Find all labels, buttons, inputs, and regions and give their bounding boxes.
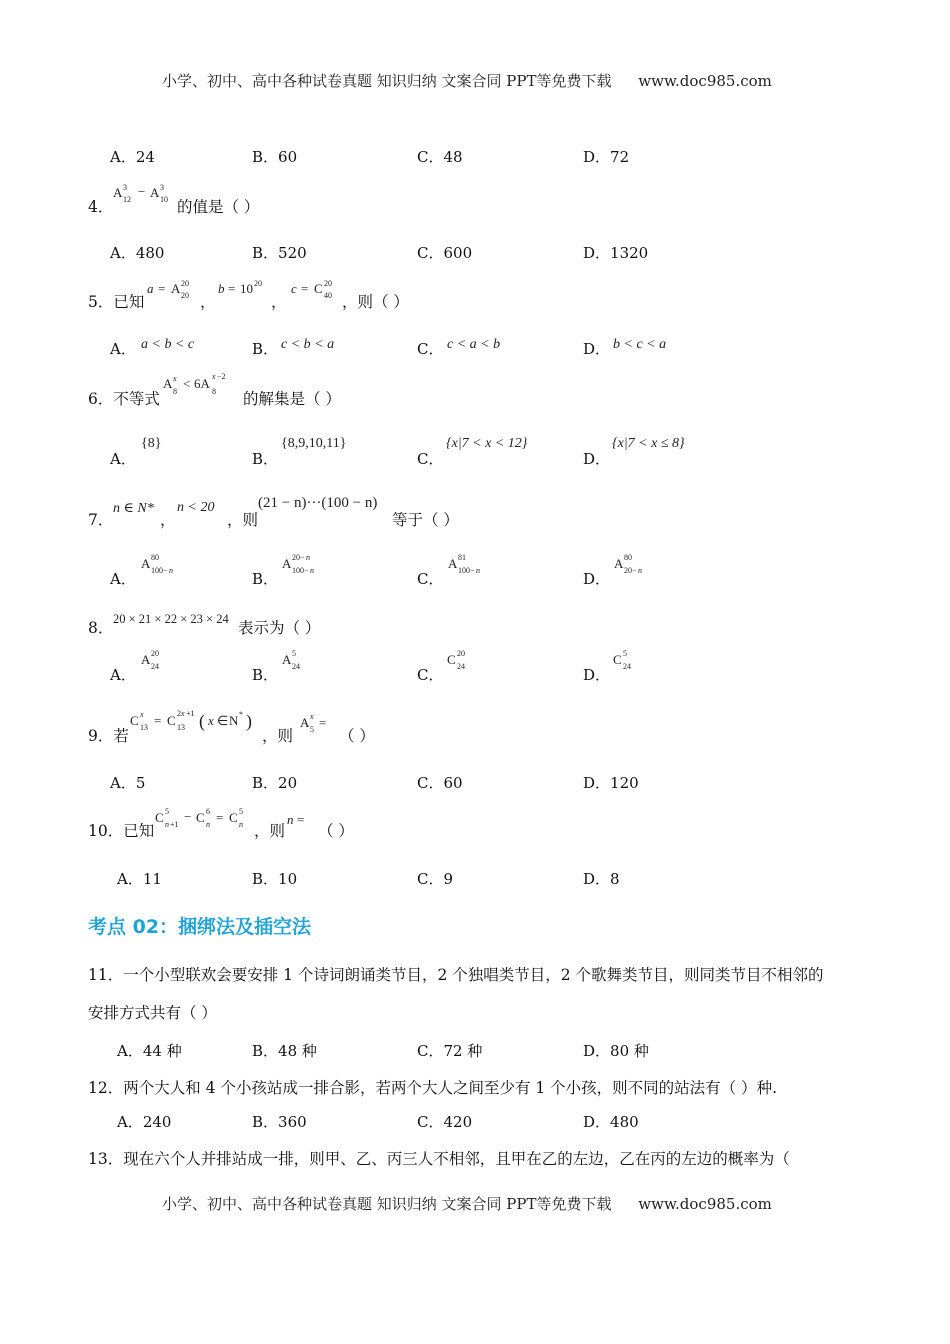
q7-separator: ， — [160, 511, 176, 529]
q5-option-b-math: c < b < a — [281, 337, 335, 352]
q6-option-a-math: {8} — [141, 436, 162, 451]
svg-text:A: A — [282, 556, 292, 571]
svg-text:81: 81 — [458, 553, 466, 562]
q13-stem: 13．现在六个人并排站成一排，则甲、乙、丙三人不相邻，且甲在乙的左边，乙在丙的左边的概率为（ — [88, 1150, 790, 1168]
svg-text:A: A — [141, 652, 151, 667]
svg-text:x: x — [173, 374, 177, 383]
svg-text:n: n — [476, 566, 480, 575]
q12-option-c: C．420 — [417, 1113, 473, 1131]
q7-expression: (21 − n)···(100 − n) — [258, 495, 378, 511]
header-text: 小学、初中、高中各种试卷真题 知识归纳 文案合同 PPT等免费下载 — [162, 72, 612, 90]
q7-option-b-label: B． — [252, 570, 279, 588]
svg-text:=: = — [216, 810, 224, 825]
svg-text:=: = — [154, 713, 162, 728]
q6-option-c-label: C． — [417, 450, 444, 468]
svg-text:20−: 20− — [624, 566, 637, 575]
q10-formula — [154, 805, 254, 831]
footer-url: www.doc985.com — [638, 1195, 772, 1213]
q8-option-d-label: D． — [583, 666, 611, 684]
q6-number: 6．不等式 — [88, 390, 160, 408]
q7-option-c-math — [447, 551, 491, 577]
q3-option-b: B．60 — [252, 148, 298, 166]
q5-option-c-label: C． — [417, 340, 444, 358]
q9-option-a: A．5 — [110, 774, 146, 792]
svg-text:): ) — [246, 711, 252, 731]
q4-option-b: B．520 — [252, 244, 307, 262]
footer-text: 小学、初中、高中各种试卷真题 知识归纳 文案合同 PPT等免费下载 — [162, 1195, 612, 1213]
svg-text:x: x — [208, 713, 214, 728]
svg-text:C: C — [613, 652, 622, 667]
q7-option-d-math — [613, 551, 653, 577]
svg-text:6: 6 — [206, 807, 210, 816]
svg-text:20: 20 — [181, 291, 189, 300]
svg-text:=: = — [228, 281, 236, 296]
q11-option-c: C．72 种 — [417, 1042, 483, 1060]
q9-option-d: D．120 — [583, 774, 639, 792]
q5-number: 5．已知 — [88, 293, 145, 311]
svg-text:5: 5 — [165, 807, 169, 816]
q9-then: ，则 — [262, 727, 294, 745]
q4-option-a: A．480 — [110, 244, 165, 262]
svg-text:5: 5 — [239, 807, 243, 816]
svg-text:n: n — [638, 566, 642, 575]
svg-text:2: 2 — [177, 709, 181, 718]
svg-text:8: 8 — [212, 387, 216, 396]
svg-text:5: 5 — [292, 649, 296, 658]
q7-option-a-label: A． — [110, 570, 136, 588]
q5-separator-1: ， — [200, 293, 216, 311]
svg-text:C: C — [314, 281, 323, 296]
q6-option-b-math: {8,9,10,11} — [281, 436, 347, 451]
svg-text:5: 5 — [310, 725, 314, 734]
q5-formula-a — [146, 276, 202, 302]
q8-option-c-math — [446, 647, 476, 673]
svg-text:10: 10 — [160, 195, 168, 204]
svg-text:x: x — [212, 372, 216, 381]
q9-stem-suffix: （ ） — [339, 727, 375, 745]
svg-text:n: n — [306, 553, 310, 562]
svg-text:100−: 100− — [292, 566, 309, 575]
q5-option-a-math: a < b < c — [141, 337, 195, 352]
q5-option-b-label: B． — [252, 340, 279, 358]
q7-option-d-label: D． — [583, 570, 611, 588]
q10-option-d: D．8 — [583, 870, 620, 888]
svg-text:A: A — [282, 652, 292, 667]
q10-option-c: C．9 — [417, 870, 454, 888]
svg-text:3: 3 — [160, 183, 164, 192]
svg-text:b: b — [218, 281, 225, 296]
svg-text:10: 10 — [240, 281, 253, 296]
q4-option-d: D．1320 — [583, 244, 649, 262]
svg-text:20: 20 — [254, 279, 262, 288]
q8-expression: 20 × 21 × 22 × 23 × 24 — [113, 612, 229, 626]
q10-option-b: B．10 — [252, 870, 298, 888]
q5-option-a-label: A． — [110, 340, 136, 358]
q4-formula — [112, 180, 178, 206]
svg-text:=: = — [297, 812, 305, 827]
svg-text:n: n — [239, 820, 243, 829]
q7-option-a-math — [140, 551, 184, 577]
q7-condition-1: n ∈ N* — [113, 501, 154, 516]
svg-text:*: * — [239, 710, 243, 719]
q10-formula-2 — [286, 809, 316, 831]
svg-text:24: 24 — [151, 662, 159, 671]
q6-option-d-label: D． — [583, 450, 611, 468]
q10-option-a: A．11 — [117, 870, 162, 888]
q10-number: 10．已知 — [88, 822, 155, 840]
svg-text:−: − — [184, 809, 192, 824]
svg-text:−: − — [138, 184, 146, 199]
svg-text:=: = — [319, 715, 327, 730]
q5-formula-c — [290, 276, 346, 302]
svg-text:<: < — [183, 376, 191, 391]
q8-option-b-label: B． — [252, 666, 279, 684]
section-heading: 考点 02：捆绑法及插空法 — [88, 916, 312, 938]
svg-text:3: 3 — [123, 183, 127, 192]
q5-option-c-math: c < a < b — [447, 337, 501, 352]
page-header — [162, 70, 772, 91]
q9-number: 9．若 — [88, 727, 129, 745]
svg-text:n: n — [165, 820, 169, 829]
q11-stem-line-1: 11．一个小型联欢会要安排 1 个诗词朗诵类节目，2 个独唱类节目，2 个歌舞类节目，则同类节目不相邻的 — [88, 966, 824, 984]
q11-option-b: B．48 种 — [252, 1042, 317, 1060]
svg-text:∈: ∈ — [217, 713, 229, 728]
q3-option-c: C．48 — [417, 148, 463, 166]
svg-text:13: 13 — [140, 723, 148, 732]
q11-option-a: A．44 种 — [117, 1042, 182, 1060]
q6-option-d-math: {x|7 < x ≤ 8} — [612, 436, 685, 451]
svg-text:n: n — [310, 566, 314, 575]
q7-option-c-label: C． — [417, 570, 444, 588]
svg-text:(: ( — [199, 711, 205, 731]
q6-formula — [162, 370, 244, 398]
svg-text:C: C — [196, 810, 205, 825]
q12-option-d: D．480 — [583, 1113, 639, 1131]
q12-option-a: A．240 — [117, 1113, 172, 1131]
svg-text:+1: +1 — [170, 820, 179, 829]
svg-text:−2: −2 — [217, 372, 226, 381]
svg-text:20: 20 — [181, 279, 189, 288]
q7-then: ，则 — [227, 511, 259, 529]
q11-stem-line-2: 安排方式共有（ ） — [88, 1004, 217, 1022]
svg-text:a: a — [147, 281, 154, 296]
q9-formula — [129, 706, 265, 736]
q3-option-d: D．72 — [583, 148, 630, 166]
svg-text:c: c — [291, 281, 297, 296]
q8-option-a-math — [140, 647, 170, 673]
svg-text:x: x — [181, 709, 185, 718]
header-url: www.doc985.com — [638, 72, 772, 90]
svg-text:24: 24 — [457, 662, 465, 671]
q5-option-d-math: b < c < a — [613, 337, 667, 352]
q9-formula-2 — [299, 710, 339, 736]
svg-text:80: 80 — [624, 553, 632, 562]
q7-condition-2: n < 20 — [177, 500, 215, 515]
svg-text:C: C — [167, 713, 176, 728]
svg-text:6A: 6A — [194, 376, 210, 391]
q11-option-d: D．80 种 — [583, 1042, 649, 1060]
q8-number: 8． — [88, 619, 114, 637]
q5-formula-b — [217, 276, 271, 302]
q8-option-c-label: C． — [417, 666, 444, 684]
svg-text:=: = — [158, 281, 166, 296]
svg-text:20: 20 — [324, 279, 332, 288]
q8-option-a-label: A． — [110, 666, 136, 684]
svg-text:C: C — [447, 652, 456, 667]
svg-text:24: 24 — [292, 662, 300, 671]
q6-option-a-label: A． — [110, 450, 136, 468]
svg-text:5: 5 — [623, 649, 627, 658]
q12-option-b: B．360 — [252, 1113, 307, 1131]
q8-stem-suffix: 表示为（ ） — [238, 619, 321, 637]
svg-text:A: A — [163, 376, 173, 391]
svg-text:100−: 100− — [151, 566, 168, 575]
svg-text:C: C — [229, 810, 238, 825]
svg-text:A: A — [300, 715, 310, 730]
svg-text:C: C — [155, 810, 164, 825]
svg-text:x: x — [310, 712, 314, 721]
svg-text:100−: 100− — [458, 566, 475, 575]
svg-text:A: A — [614, 556, 624, 571]
q7-option-b-math — [281, 551, 325, 577]
svg-text:C: C — [130, 713, 139, 728]
svg-text:x: x — [140, 710, 144, 719]
svg-text:20: 20 — [151, 649, 159, 658]
svg-text:A: A — [150, 185, 160, 200]
q4-option-c: C．600 — [417, 244, 473, 262]
q12-stem: 12．两个大人和 4 个小孩站成一排合影，若两个大人之间至少有 1 个小孩，则不同的站法有（ ）种. — [88, 1079, 778, 1097]
svg-text:A: A — [141, 556, 151, 571]
q9-option-c: C．60 — [417, 774, 463, 792]
q9-option-b: B．20 — [252, 774, 298, 792]
svg-text:8: 8 — [173, 387, 177, 396]
svg-text:13: 13 — [177, 723, 185, 732]
page-footer — [162, 1193, 772, 1214]
svg-text:=: = — [301, 281, 309, 296]
q6-option-b-label: B． — [252, 450, 279, 468]
svg-text:20−: 20− — [292, 553, 305, 562]
q5-option-d-label: D． — [583, 340, 611, 358]
q7-stem-suffix: 等于（ ） — [392, 511, 459, 529]
q6-option-c-math: {x|7 < x < 12} — [446, 436, 528, 451]
svg-text:A: A — [448, 556, 458, 571]
svg-text:n: n — [169, 566, 173, 575]
svg-text:80: 80 — [151, 553, 159, 562]
svg-text:20: 20 — [457, 649, 465, 658]
q10-stem-suffix: （ ） — [318, 822, 354, 840]
svg-text:n: n — [287, 812, 294, 827]
q3-option-a: A．24 — [110, 148, 155, 166]
svg-text:A: A — [113, 185, 123, 200]
q8-option-d-math — [612, 647, 642, 673]
q7-number: 7． — [88, 511, 114, 529]
svg-text:12: 12 — [123, 195, 131, 204]
q10-then: ，则 — [254, 822, 286, 840]
q6-stem-suffix: 的解集是（ ） — [243, 390, 341, 408]
q4-stem-suffix: 的值是（ ） — [177, 198, 260, 216]
q4-number: 4． — [88, 198, 114, 216]
svg-text:n: n — [206, 820, 210, 829]
q5-stem-suffix: ，则（ ） — [342, 293, 409, 311]
q8-option-b-math — [281, 647, 311, 673]
svg-text:+1: +1 — [186, 709, 195, 718]
svg-text:A: A — [171, 281, 181, 296]
q5-separator-2: ， — [271, 293, 287, 311]
svg-text:40: 40 — [324, 291, 332, 300]
svg-text:24: 24 — [623, 662, 631, 671]
svg-text:N: N — [229, 713, 239, 728]
